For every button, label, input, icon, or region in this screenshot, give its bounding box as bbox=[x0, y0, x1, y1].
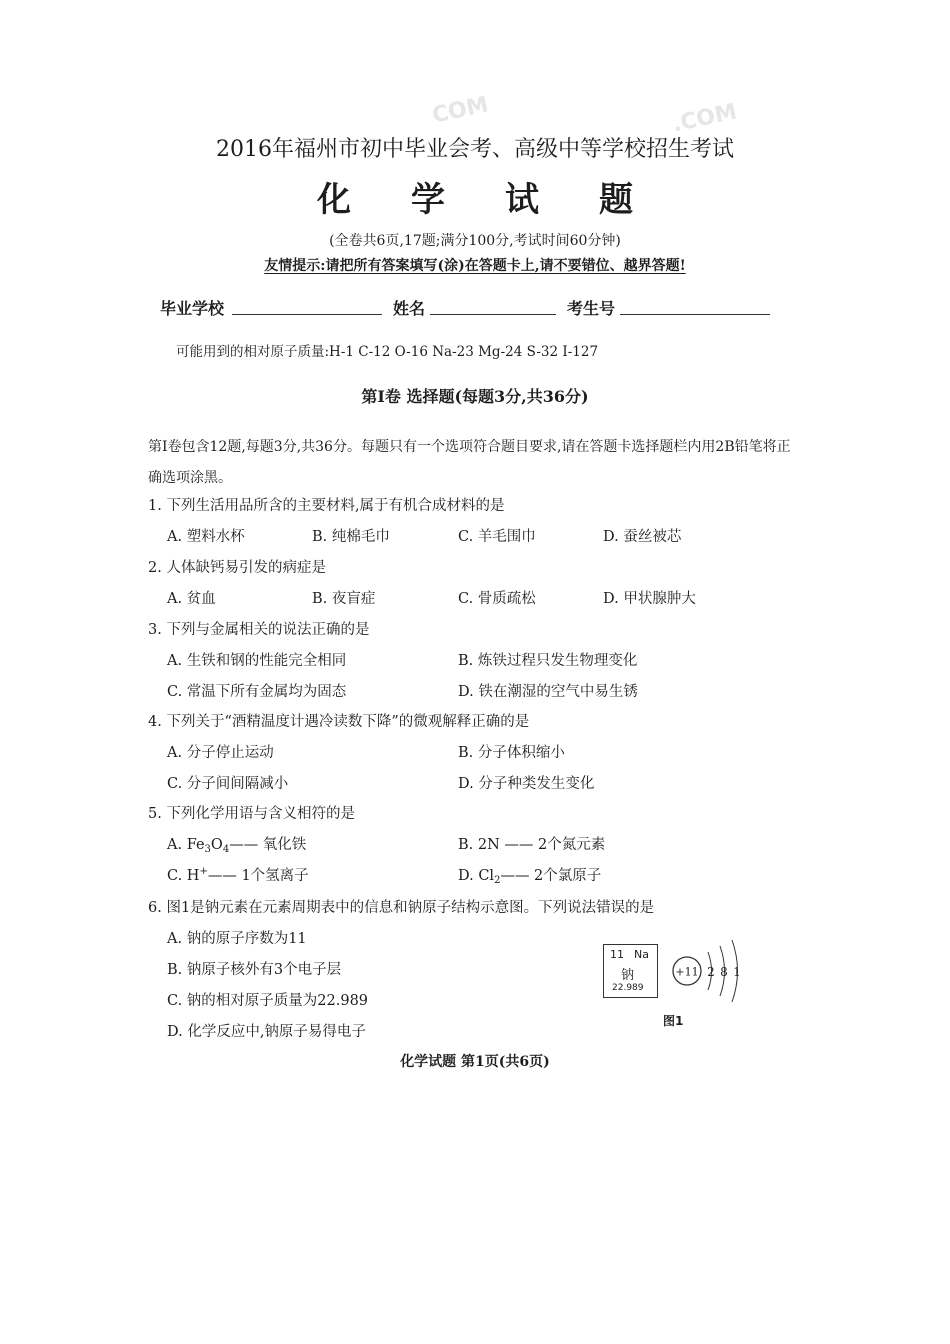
school-blank[interactable] bbox=[232, 314, 382, 315]
atomic-number: 11 bbox=[610, 948, 624, 961]
periodic-table-cell bbox=[603, 944, 658, 998]
sodium-atom-diagram bbox=[668, 938, 750, 1008]
exam-number-label: 考生号 bbox=[567, 299, 616, 318]
exam-number-blank[interactable] bbox=[620, 314, 770, 315]
exam-info: (全卷共6页,17题;满分100分,考试时间60分钟) bbox=[329, 233, 621, 249]
question-2-stem: 2. 人体缺钙易引发的病症是 bbox=[148, 560, 326, 576]
atomic-mass: 22.989 bbox=[612, 983, 644, 993]
name-blank[interactable] bbox=[430, 314, 556, 315]
q5-c-superscript: + bbox=[199, 866, 208, 877]
q3-option-a[interactable]: A. 生铁和钢的性能完全相同 bbox=[167, 653, 347, 669]
subject-title: 化学试题 bbox=[317, 180, 693, 220]
q5-c-suffix: —— 1个氢离子 bbox=[207, 868, 309, 884]
q3-option-d[interactable]: D. 铁在潮湿的空气中易生锈 bbox=[458, 684, 638, 700]
q5-a-prefix: A. Fe bbox=[167, 837, 205, 853]
watermark-text-1: COM bbox=[430, 92, 491, 129]
q3-option-b[interactable]: B. 炼铁过程只发生物理变化 bbox=[458, 653, 638, 669]
q5-a-suffix: —— 氧化铁 bbox=[229, 837, 307, 853]
q2-option-b[interactable]: B. 夜盲症 bbox=[312, 591, 376, 607]
q5-a-mid: O bbox=[210, 837, 223, 853]
section-intro: 第Ⅰ卷包含12题,每题3分,共36分。每题只有一个选项符合题目要求,请在答题卡选择题栏内用2B铅笔将正确选项涂黑。 bbox=[148, 439, 791, 486]
q2-option-c[interactable]: C. 骨质疏松 bbox=[458, 591, 536, 607]
q4-option-d[interactable]: D. 分子种类发生变化 bbox=[458, 776, 595, 792]
question-4-stem: 4. 下列关于“酒精温度计遇冷读数下降”的微观解释正确的是 bbox=[148, 714, 530, 730]
q6-option-d[interactable]: D. 化学反应中,钠原子易得电子 bbox=[167, 1024, 366, 1040]
q5-option-a[interactable] bbox=[167, 833, 306, 855]
q5-c-prefix: C. H bbox=[167, 868, 200, 884]
q6-option-b[interactable]: B. 钠原子核外有3个电子层 bbox=[167, 962, 342, 978]
q1-option-b[interactable]: B. 纯棉毛巾 bbox=[312, 529, 390, 545]
shell-3-electrons: 1 bbox=[733, 965, 741, 979]
q4-option-a[interactable]: A. 分子停止运动 bbox=[167, 745, 274, 761]
q5-d-suffix: —— 2个氯原子 bbox=[500, 868, 602, 884]
figure-caption: 图1 bbox=[663, 1014, 684, 1028]
q5-a-subscript-1: 3 bbox=[204, 844, 211, 855]
question-5-stem: 5. 下列化学用语与含义相符的是 bbox=[148, 806, 355, 822]
q5-option-c[interactable] bbox=[167, 864, 309, 885]
q1-option-a[interactable]: A. 塑料水杯 bbox=[167, 529, 245, 545]
page-footer: 化学试题 第1页(共6页) bbox=[400, 1054, 550, 1070]
q2-option-d[interactable]: D. 甲状腺肿大 bbox=[603, 591, 696, 607]
friendly-tip: 友情提示:请把所有答案填写(涂)在答题卡上,请不要错位、越界答题! bbox=[264, 258, 686, 274]
q5-a-subscript-2: 4 bbox=[222, 844, 230, 855]
watermark-text-2: .COM bbox=[670, 99, 739, 138]
question-1-stem: 1. 下列生活用品所含的主要材料,属于有机合成材料的是 bbox=[148, 498, 505, 514]
q1-option-c[interactable]: C. 羊毛围巾 bbox=[458, 529, 536, 545]
atomic-masses: 可能用到的相对原子质量:H-1 C-12 O-16 Na-23 Mg-24 S-32 I-127 bbox=[176, 344, 599, 360]
question-6-stem: 6. 图1是钠元素在元素周期表中的信息和钠原子结构示意图。下列说法错误的是 bbox=[148, 900, 655, 916]
q1-option-d[interactable]: D. 蚕丝被芯 bbox=[603, 529, 682, 545]
section-title: 第Ⅰ卷 选择题(每题3分,共36分) bbox=[361, 387, 589, 406]
exam-title: 2016年福州市初中毕业会考、高级中等学校招生考试 bbox=[216, 137, 734, 162]
q6-option-c[interactable]: C. 钠的相对原子质量为22.989 bbox=[167, 993, 369, 1009]
element-symbol: Na bbox=[634, 948, 649, 961]
q5-option-d[interactable] bbox=[458, 864, 601, 886]
q5-option-b[interactable]: B. 2N —— 2个氮元素 bbox=[458, 837, 606, 853]
q5-d-prefix: D. Cl bbox=[458, 868, 495, 884]
q3-option-c[interactable]: C. 常温下所有金属均为固态 bbox=[167, 684, 347, 700]
question-3-stem: 3. 下列与金属相关的说法正确的是 bbox=[148, 622, 370, 638]
q6-option-a[interactable]: A. 钠的原子序数为11 bbox=[167, 931, 307, 947]
q5-d-subscript: 2 bbox=[494, 875, 501, 886]
name-label: 姓名 bbox=[393, 299, 426, 318]
nucleus-charge: +11 bbox=[675, 965, 699, 979]
shell-1-electrons: 2 bbox=[707, 965, 715, 979]
q4-option-b[interactable]: B. 分子体积缩小 bbox=[458, 745, 565, 761]
q2-option-a[interactable]: A. 贫血 bbox=[167, 591, 216, 607]
element-name: 钠 bbox=[621, 968, 635, 983]
school-label: 毕业学校 bbox=[160, 299, 225, 318]
q4-option-c[interactable]: C. 分子间间隔减小 bbox=[167, 776, 289, 792]
shell-2-electrons: 8 bbox=[720, 965, 728, 979]
